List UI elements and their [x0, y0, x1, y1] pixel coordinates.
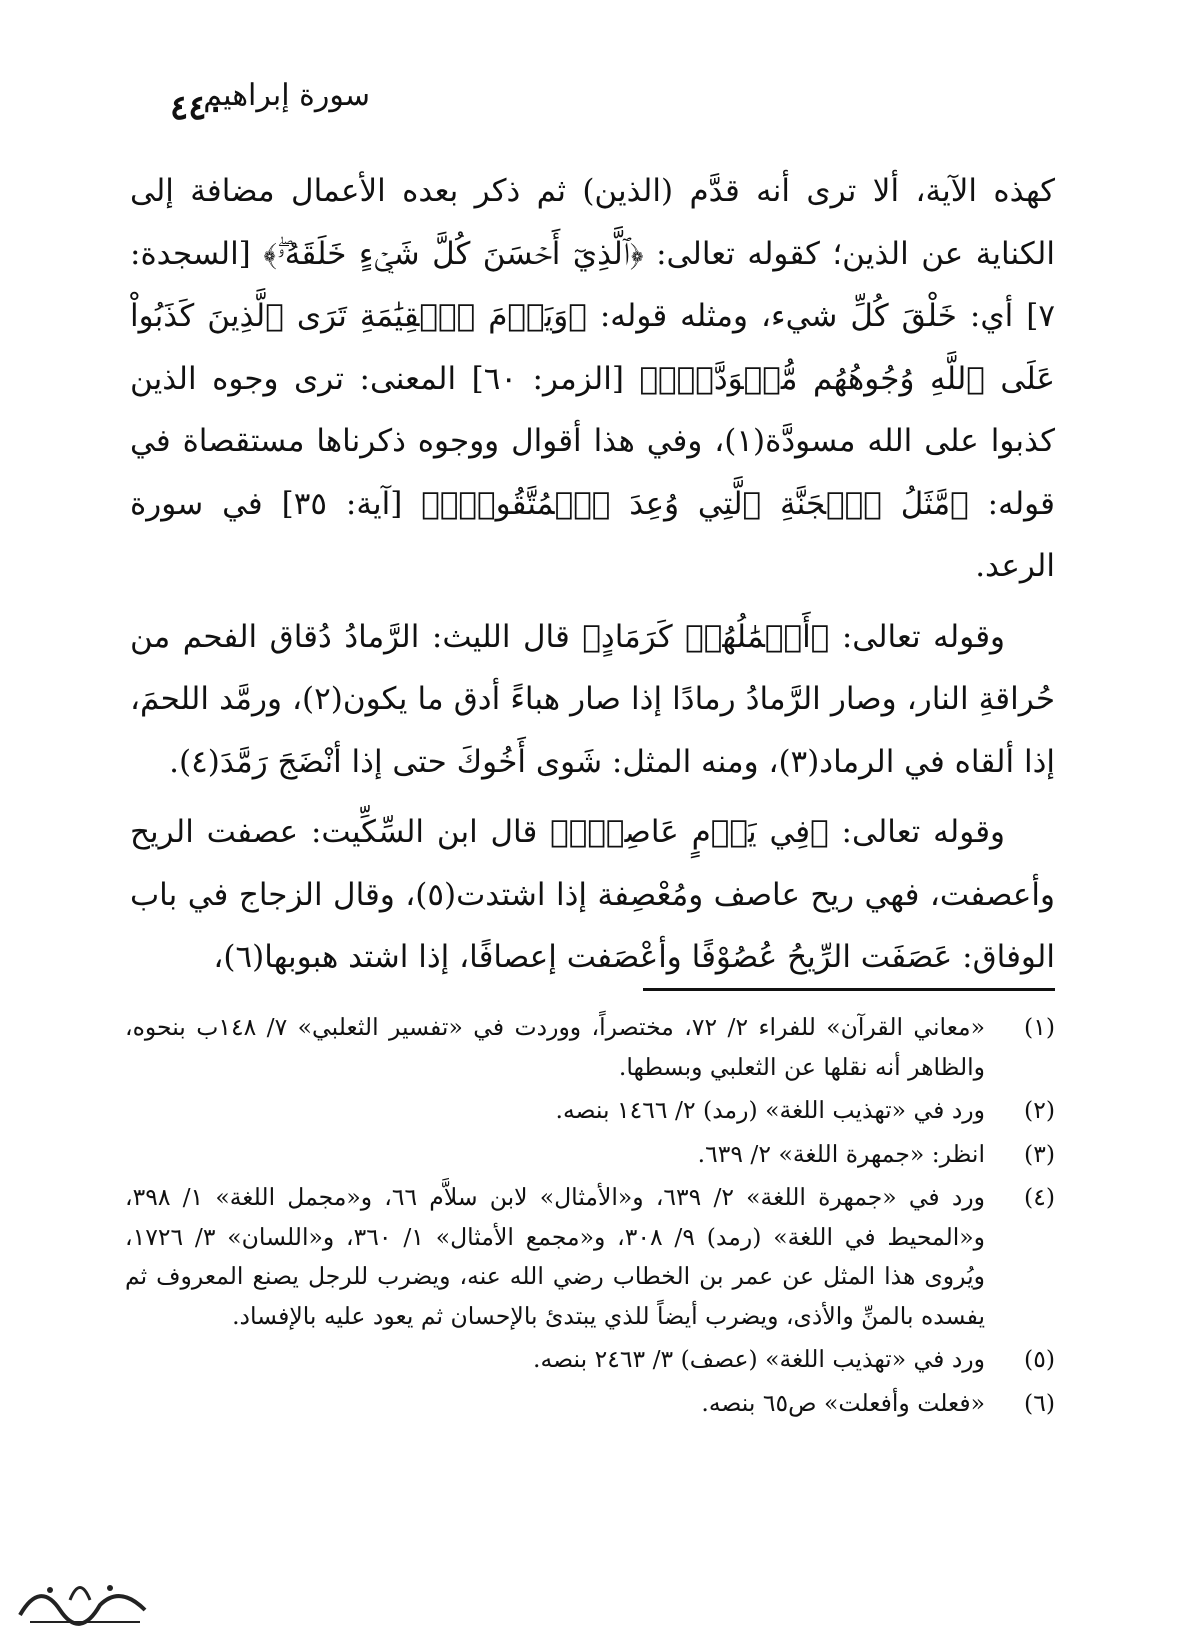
footnote	[125, 1091, 1055, 1131]
footnote-text: «معاني القرآن» للفراء ٢/ ٧٢، مختصراً، ووردت في «تفسير الثعلبي» ٧/ ١٤٨ب بنحوه، والظاهر أنه نقلها عن الثعلبي وبسطها.	[125, 1013, 986, 1081]
footnote-number: (٤)	[1024, 1183, 1055, 1211]
running-header-title: سورة إبراهيم	[203, 78, 370, 113]
footnote-text: انظر: «جمهرة اللغة» ٢/ ٦٣٩.	[697, 1139, 985, 1168]
page-number: ٤٤٠	[170, 88, 225, 128]
footnotes	[125, 1008, 1055, 1427]
footnote-text: ورد في «تهذيب اللغة» (عصف) ٣/ ٢٤٦٣ بنصه.	[533, 1345, 985, 1373]
footnote-number: (١)	[1024, 1013, 1055, 1041]
footnote-text: «فعلت وأفعلت» ص٦٥ بنصه.	[701, 1388, 985, 1417]
footnote-text: ورد في «جمهرة اللغة» ٢/ ٦٣٩، و«الأمثال» لابن سلاَّم ٦٦، و«مجمل اللغة» ١/ ٣٩٨، و«المحيط في اللغة» (رمد) ٩/ ٣٠٨، و«مجمع الأمثال» ١/ ٣٦٠، و«اللسان» ٣/ ١٧٢٦، ويُروى هذا المثل عن عمر بن الخطاب رضي الله عنه، ويضرب للرجل يصنع المعروف ثم يفسده بالمنِّ والأذى، ويضرب أيضاً للذي يبتدئ بالإحسان ثم يعود عليه بالإفساد.	[125, 1183, 985, 1330]
footnote-number: (٥)	[1024, 1345, 1055, 1373]
footnote	[125, 1340, 1055, 1380]
footnote-divider	[643, 988, 1055, 991]
library-stamp-logo-icon	[10, 1560, 160, 1640]
footnote-text: ورد في «تهذيب اللغة» (رمد) ٢/ ١٤٦٦ بنصه.	[555, 1096, 985, 1124]
footnote-number: (٦)	[1024, 1388, 1055, 1417]
footnote	[125, 1178, 1055, 1336]
footnote	[125, 1008, 1055, 1087]
paragraph-1: كهذه الآية، ألا ترى أنه قدَّم (الذين) ثم ذكر بعده الأعمال مضافة إلى الكناية عن الذين؛ كقوله تعالى: ﴿ٱلَّذِيٓ أَحۡسَنَ كُلَّ شَيۡءٍ خَلَقَهُۥۖ﴾ [السجدة: ٧] أي: خَلْقَ كُلِّ شيء، ومثله قوله: ﴿وَيَوۡمَ ٱلۡقِيَٰمَةِ تَرَى ٱلَّذِينَ كَذَبُواْ عَلَى ٱللَّهِ وُجُوهُهُم مُّسۡوَدَّةٌۚ﴾ [الزمر: ٦٠] المعنى: ترى وجوه الذين كذبوا على الله مسودَّة(١)، وفي هذا أقوال ووجوه ذكرناها مستقصاة في قوله: ﴿مَّثَلُ ٱلۡجَنَّةِ ٱلَّتِي وُعِدَ ٱلۡمُتَّقُونَۖ﴾ [آية: ٣٥] في سورة الرعد.	[130, 173, 1055, 584]
main-text	[130, 160, 1055, 997]
footnote	[125, 1384, 1055, 1424]
paragraph-3: وقوله تعالى: ﴿فِي يَوۡمٍ عَاصِفٖۖ﴾ قال ابن السِّكِّيت: عصفت الريح وأعصفت، فهي ريح عاصف ومُعْصِفة إذا اشتدت(٥)، وقال الزجاج في باب الوفاق: عَصَفَت الرِّيحُ عُصُوْفًا وأعْصَفت إعصافًا، إذا اشتد هبوبها(٦)،	[130, 814, 1055, 975]
footnote	[125, 1135, 1055, 1175]
footnote-number: (٢)	[1024, 1096, 1055, 1124]
paragraph-2: وقوله تعالى: ﴿أَعۡمَٰلُهُمۡ كَرَمَادٍ﴾ قال الليث: الرَّمادُ دُقاق الفحم من حُراقةِ النار، وصار الرَّمادُ رمادًا إذا صار هباءً أدق ما يكون(٢)، ورمَّد اللحمَ، إذا ألقاه في الرماد(٣)، ومنه المثل: شَوى أَخُوكَ حتى إذا أنْضَجَ رَمَّدَ(٤).	[130, 618, 1055, 780]
footnote-number: (٣)	[1024, 1139, 1055, 1168]
